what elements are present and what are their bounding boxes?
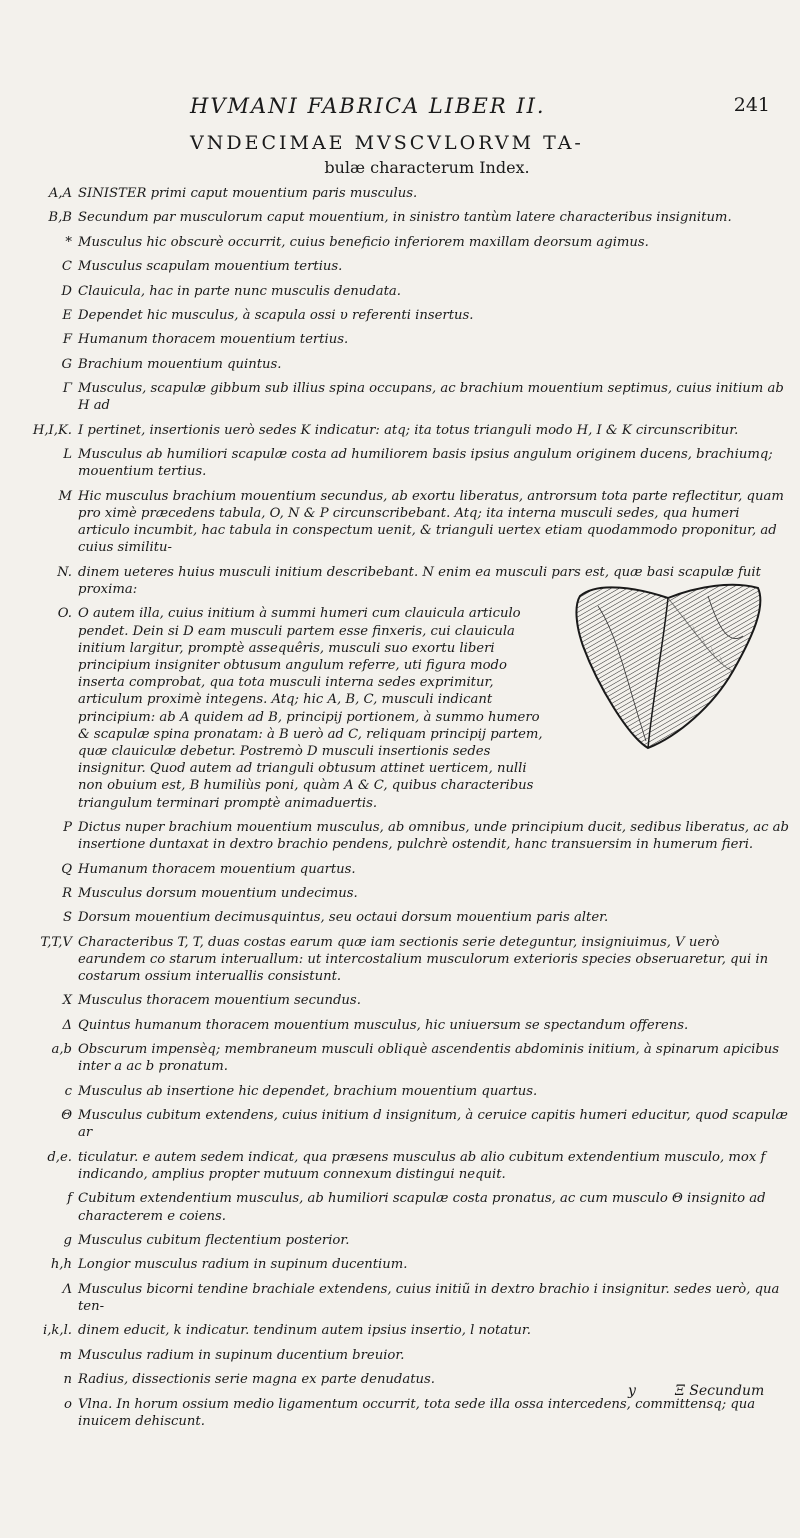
- entry-marker: h,h: [50, 1257, 72, 1273]
- entry-text: Musculus cubitum extendens, cuius initium d insignitum, à ceruice capitis humeri educitur, quod scapulæ ar: [78, 1108, 788, 1141]
- entry-marker: a,b: [51, 1042, 72, 1058]
- entry-marker: Q: [61, 861, 72, 877]
- entry-text: ticulatur. e autem sedem indicat, qua præsens musculus ab alio cubitum extendentium musculo, mox f indicando, amplius propter mutuum connexum distingui nequit.: [78, 1149, 766, 1183]
- entry-text: Musculus cubitum flectentium posterior.: [78, 1233, 350, 1249]
- entry-text: Dependet hic musculus, à scapula ossi υ referenti insertus.: [78, 307, 474, 323]
- index-entry: [20, 488, 790, 557]
- table-title-line-1: VNDECIMAE MVSCVLORVM TA-: [190, 132, 584, 154]
- index-entry: [20, 1041, 790, 1075]
- entry-text: Hic musculus brachium mouentium secundus, ab exortu liberatus, antrorsum tota parte reflectitur, quam pro ximè præcedens tabula, O, N & P circunscribebant. Atq; ita interna musculi sedes, qua humeri articulo incumbit, hac tabula in conspectum uenit, & trianguli uertex etiam quodammodo proponitur, ad cuius similitu-: [78, 488, 784, 556]
- running-header: [190, 94, 770, 124]
- index-entry: [20, 1149, 790, 1183]
- index-entry: [20, 209, 790, 226]
- index-entry: [20, 1322, 790, 1339]
- entry-text: SINISTER primi caput mouentium paris musculus.: [78, 186, 418, 201]
- entry-marker: F: [62, 332, 72, 348]
- entry-text: Brachium mouentium quintus.: [78, 356, 282, 372]
- entry-marker: S: [62, 910, 72, 926]
- running-title: HVMANI FABRICA LIBER II.: [190, 94, 546, 118]
- index-entry: [20, 283, 790, 300]
- entry-text: I pertinet, insertionis uerò sedes K indicatur: atq; ita totus trianguli modo H, I & K circunscribitur.: [78, 422, 739, 438]
- entry-text: Musculus ab insertione hic dependet, brachium mouentium quartus.: [78, 1083, 538, 1099]
- entry-marker: X: [62, 993, 72, 1009]
- index-entry: [20, 1017, 790, 1034]
- index-entry: [20, 356, 790, 373]
- entry-text: Musculus, scapulæ gibbum sub illius spina occupans, ac brachium mouentium septimus, cuius initium ab H ad: [78, 381, 784, 414]
- catchword: Ξ Secundum: [675, 1383, 765, 1399]
- index-entry: [20, 1190, 790, 1224]
- index-entry: [20, 909, 790, 926]
- entry-text: dinem educit, k indicatur. tendinum autem ipsius insertio, l notatur.: [78, 1323, 531, 1339]
- entry-text: Obscurum impensèq; membraneum musculi obliquè ascendentis abdominis initium, à spinarum apicibus inter a ac b pronatum.: [78, 1042, 780, 1075]
- index-entry: [20, 1256, 790, 1273]
- page-number: 241: [733, 94, 770, 116]
- index-entry: [20, 258, 790, 275]
- entry-marker: P: [63, 819, 72, 835]
- table-title-line-2: bulæ characterum Index.: [324, 158, 530, 177]
- muscle-figure-woodcut: [568, 576, 768, 754]
- entry-text: Musculus scapulam mouentium tertius.: [78, 259, 343, 275]
- entry-text: Secundum par musculorum caput mouentium, in sinistro tantùm latere characteribus insignitum.: [78, 210, 732, 226]
- index-entry: [20, 422, 790, 439]
- signature-mark: y: [628, 1383, 636, 1399]
- entry-marker: T,T,V: [40, 934, 72, 950]
- entry-text: Musculus thoracem mouentium secundus.: [78, 993, 361, 1009]
- index-entry: [20, 819, 790, 853]
- entry-marker: c: [64, 1083, 72, 1099]
- entry-text: Musculus dorsum mouentium undecimus.: [78, 885, 358, 901]
- entry-marker: N.: [57, 564, 72, 580]
- entry-marker: L: [63, 447, 72, 463]
- entry-marker: *: [65, 234, 72, 250]
- entry-text: Characteribus T, T, duas costas earum quæ iam sectionis serie deteguntur, insigniuimus, V uerò earundem co starum interuallum: ut intercostalium musculorum exterioris species obseruaretur, qui in costarum ossium interuallis consistunt.: [78, 934, 769, 985]
- index-entry: [20, 1347, 790, 1364]
- entry-marker: o: [64, 1396, 72, 1412]
- entry-marker: m: [59, 1347, 72, 1363]
- entry-marker: M: [58, 488, 72, 504]
- entry-text: Radius, dissectionis serie magna ex parte denudatus.: [78, 1372, 435, 1388]
- index-entry: [20, 1107, 790, 1141]
- entry-marker: A,A: [48, 186, 72, 201]
- entry-marker: G: [61, 356, 72, 372]
- entry-marker: n: [63, 1372, 72, 1388]
- index-entry: [20, 1083, 790, 1100]
- index-entry: [20, 446, 790, 480]
- index-entry: [20, 185, 790, 202]
- entry-text: Quintus humanum thoracem mouentium musculus, hic uniuersum se spectandum offerens.: [78, 1017, 689, 1033]
- entry-text: Musculus bicorni tendine brachiale extendens, cuius initiũ in dextro brachio i insignitur. sedes uerò, qua ten-: [78, 1281, 780, 1315]
- index-entry: [20, 234, 790, 251]
- character-index-list: [20, 185, 790, 1437]
- entry-marker: Γ: [62, 381, 72, 397]
- entry-text: Clauicula, hac in parte nunc musculis denudata.: [78, 283, 401, 299]
- entry-marker: g: [63, 1233, 72, 1249]
- entry-text: dinem ueteres huius musculi initium describebant. N enim ea musculi pars est, quæ basi scapulæ fuit proxima:: [78, 564, 761, 597]
- entry-marker: H,I,K.: [32, 422, 72, 438]
- entry-text: Longior musculus radium in supinum ducentium.: [78, 1257, 408, 1273]
- index-entry: [20, 1232, 790, 1249]
- entry-text: Vlna. In horum ossium medio ligamentum occurrit, tota sede illa ossa intercedens, committensq; qua inuicem dehiscunt.: [78, 1396, 756, 1429]
- entry-text: Musculus radium in supinum ducentium breuior.: [78, 1347, 405, 1363]
- entry-marker: O.: [57, 606, 72, 622]
- entry-text: Humanum thoracem mouentium quartus.: [78, 861, 356, 877]
- entry-text: O autem illa, cuius initium à summi humeri cum clauicula articulo pendet. Dein si D eam musculi partem esse finxeris, cui clauicula initium largitur, promptè assequêris, musculi suo exortu liberi principium insigniter obtusum angulum referre, uti figura modo inserta comprobat, qua tota musculi interna sedes exprimitur, articulum proximè integens. Atq; hic A, B, C, musculi indicant principium: ab A quidem ad B, principij portionem, à summo humero & scapulæ spina pronatam: à B uerò ad C, reliquam principij partem, quæ clauiculæ debetur. Postremò D musculi insertionis sedes insignitur. Quod autem ad trianguli obtusum attinet uerticem, nulli non obuium est, B humiliùs poni, quàm A & C, quibus characteribus triangulum terminari promptè animaduertis.: [78, 606, 543, 811]
- entry-text: Musculus ab humiliori scapulæ costa ad humiliorem basis ipsius angulum originem ducens, brachiumq; mouentium tertius.: [78, 447, 773, 480]
- entry-marker: Δ: [62, 1017, 72, 1033]
- entry-marker: E: [62, 307, 72, 323]
- index-entry: [20, 885, 790, 902]
- index-entry: [20, 992, 790, 1009]
- entry-marker: d,e.: [47, 1149, 72, 1165]
- entry-text: Dictus nuper brachium mouentium musculus, ab omnibus, unde principium ducit, sedibus liberatus, ac ab insertione duntaxat in dextro brachio pendens, pulchrè ostendit, hanc transuersim in humerum fieri.: [78, 819, 789, 853]
- entry-marker: Θ: [61, 1108, 72, 1124]
- entry-marker: B,B: [48, 210, 72, 226]
- index-entry: [20, 331, 790, 348]
- page-footer: [620, 1383, 800, 1407]
- entry-marker: Λ: [62, 1281, 72, 1297]
- index-entry: [20, 934, 790, 986]
- index-entry: [20, 307, 790, 324]
- index-entry: [20, 861, 790, 878]
- entry-marker: i,k,l.: [42, 1323, 72, 1339]
- index-entry: [20, 380, 790, 414]
- index-entry: [20, 1281, 790, 1315]
- entry-text: Dorsum mouentium decimusquintus, seu octaui dorsum mouentium paris alter.: [78, 910, 609, 926]
- entry-text: Musculus hic obscurè occurrit, cuius beneficio inferiorem maxillam deorsum agimus.: [78, 234, 649, 250]
- entry-marker: C: [61, 259, 72, 275]
- entry-marker: f: [67, 1191, 72, 1207]
- entry-marker: D: [61, 283, 72, 299]
- entry-text: Cubitum extendentium musculus, ab humiliori scapulæ costa pronatus, ac cum musculo Θ insignito ad characterem e coiens.: [78, 1191, 766, 1224]
- entry-marker: R: [62, 885, 72, 901]
- entry-text: Humanum thoracem mouentium tertius.: [78, 332, 349, 348]
